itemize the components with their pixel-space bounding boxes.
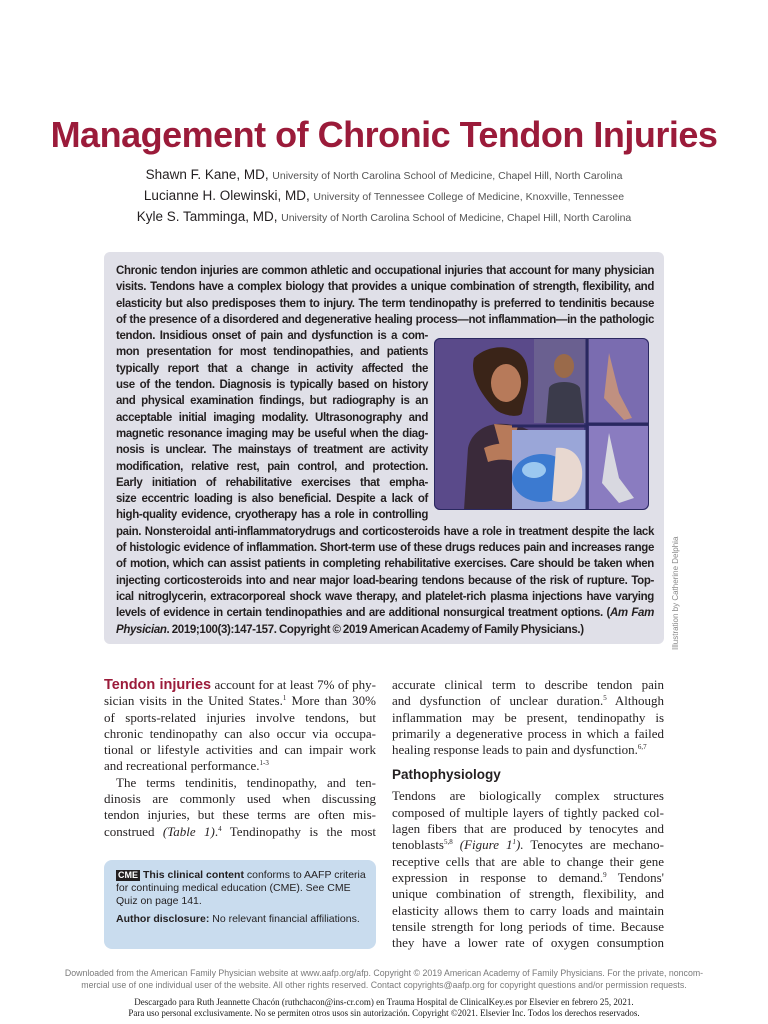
body-line: tional or lifestyle activities and can impair work <box>104 742 376 758</box>
abstract-line: high-quality evidence, cryotherapy has a role in controlling <box>116 509 428 522</box>
lead-in: Tendon injuries <box>104 677 212 693</box>
journal-name: Physician <box>116 623 167 636</box>
footer-line: Descargado para Ruth Jeannette Chacón (ruthchacon@ins-cr.com) en Trauma Hospital de ClinicalKey.es por Elsevier en febrero 25, 2021. <box>134 997 634 1007</box>
cme-tag: CME <box>118 870 138 880</box>
author-affiliation: University of Tennessee College of Medicine, Knoxville, Tennessee <box>313 191 625 203</box>
body-line: accurate clinical term to describe tendon pain <box>392 677 664 692</box>
reference-superscript: 5,8 <box>444 838 453 847</box>
body-text: Although <box>606 693 664 709</box>
body-line <box>392 837 664 853</box>
cme-box <box>104 860 376 949</box>
body-text: expression in response to demand. <box>392 869 604 885</box>
abstract-line: Early initiation of rehabilitative exercises that empha- <box>116 476 428 489</box>
footer-line: Downloaded from the American Family Physician website at www.aafp.org/afp. Copyright © 2019 American Academy of Family Physicians. For the private, noncom- <box>64 968 704 978</box>
abstract-line: and physical examination findings, but radiography is an <box>116 395 428 408</box>
abstract-line: magnetic resonance imaging may be useful when the diag- <box>116 427 428 440</box>
abstract-line: modification, relative rest, pain control, and protection. <box>116 460 428 473</box>
abstract-line: injecting corticosteroids into and near major load-bearing tendons because of the risk of rupture. Top- <box>116 574 654 587</box>
footer-line: Para uso personal exclusivamente. No se permiten otros usos sin autorización. Copyright ©2021. Elsevier Inc. Todos los derechos reservados. <box>128 1008 640 1018</box>
reference-superscript: 5 <box>603 694 607 703</box>
body-text: . <box>214 823 219 839</box>
abstract-line: size eccentric loading is also beneficial. Despite a lack of <box>116 493 428 506</box>
illustration-graphic <box>434 338 649 510</box>
tendon-injury-illustration <box>434 338 649 510</box>
body-text: construed <box>104 823 163 839</box>
abstract-line: nosis is unclear. The mainstays of treatment are activity <box>116 444 428 457</box>
cme-content <box>116 869 368 926</box>
author-list <box>0 164 768 227</box>
cme-bold-text: This clinical content <box>143 869 244 881</box>
abstract-line: pain. Nonsteroidal anti-inflammatorydrugs and corticosteroids have a role in treatment despite the lack <box>116 525 654 538</box>
abstract-line: of the presence of a disordered and degenerative healing process—not inflammation—in the pathologic <box>116 313 654 326</box>
body-line: they have a lower rate of oxygen consumption <box>392 935 664 951</box>
disclosure-text: No relevant financial affiliations. <box>209 912 360 925</box>
body-line: tensile strength for long periods of time. Because <box>392 918 664 934</box>
cme-statement <box>116 869 368 909</box>
abstract-line: mon presentation for most tendinopathies, and patients <box>116 346 428 359</box>
abstract-line: typically report that a change in activity affected the <box>116 362 428 375</box>
illustration-credit <box>671 520 683 650</box>
figure-reference-text: (Figure 1 <box>452 837 513 853</box>
table-reference[interactable]: (Table 1) <box>162 823 215 839</box>
download-notice <box>0 997 768 1019</box>
body-text: Tendinopathy is the most <box>221 823 377 839</box>
author-affiliation: University of North Carolina School of Medicine, Chapel Hill, North Carolina <box>281 212 632 224</box>
figure-reference-text: ). <box>516 837 524 853</box>
body-line: lagen fibers that are produced by tenocytes and <box>392 821 664 837</box>
abstract-line: tendon. Insidious onset of pain and dysfunction is a com- <box>116 330 428 343</box>
abstract-line: use of the tendon. Diagnosis is typically based on history <box>116 379 428 392</box>
reference-superscript: 6,7 <box>637 743 647 752</box>
body-line: dinosis are commonly used when discussing <box>104 791 376 807</box>
body-line: primarily a degenerative process in which a failed <box>392 725 664 741</box>
author-name: Shawn F. Kane, MD, <box>145 167 269 182</box>
reference-superscript: 9 <box>603 870 607 879</box>
abstract-line: acceptable initial imaging modality. Ultrasonography and <box>116 411 428 424</box>
cme-text: conforms to AAFP criteria for continuing medical education (CME). See CME Quiz on page 141. <box>116 869 366 908</box>
body-text: More than 30% <box>286 693 376 709</box>
body-line: of sports-related injuries involve tendons, but <box>104 709 376 725</box>
body-line: composed of multiple layers of tightly packed col- <box>392 804 664 820</box>
body-line: The terms tendinitis, tendinopathy, and ten- <box>116 774 376 790</box>
author-name: Kyle S. Tamminga, MD, <box>136 209 278 224</box>
citation-text: . 2019;100(3):147-157. Copyright © 2019 American Academy of Family Physicians.) <box>166 623 584 636</box>
body-text: and recreational performance. <box>104 758 260 774</box>
body-text: Tenocytes are mechano- <box>523 837 665 853</box>
author-line <box>0 164 768 185</box>
reference-superscript: 1-3 <box>259 759 269 768</box>
abstract-box <box>104 252 664 644</box>
body-text: account for at least 7% of phy- <box>211 677 376 692</box>
abstract-line: ical nitroglycerin, extracorporeal shock wave therapy, and platelet-rich plasma injections have varying <box>116 590 654 603</box>
section-heading: Pathophysiology <box>392 767 501 783</box>
author-line <box>0 185 768 206</box>
body-line: tendon injuries, but these terms are often mis- <box>104 807 376 823</box>
body-text: sician visits in the United States. <box>104 693 283 709</box>
author-disclosure <box>116 913 368 926</box>
body-line: chronic tendinopathy can also occur via occupa- <box>104 725 376 741</box>
footer-line: mercial use of one individual user of the website. All other rights reserved. Contact copyrights@aafp.org for copyright questions and/or permission requests. <box>81 979 687 990</box>
body-line <box>104 693 376 709</box>
body-line: elasticity allows them to carry loads and maintain <box>392 902 664 918</box>
reference-superscript: 4 <box>218 824 222 833</box>
left-column <box>104 677 376 840</box>
body-text: tenoblasts <box>392 837 444 853</box>
body-line <box>392 870 664 886</box>
body-line <box>104 677 376 693</box>
abstract-text-segment: levels of evidence in certain tendinopathies and are additional nonsurgical treatment options. ( <box>116 607 610 620</box>
abstract-line <box>116 622 654 638</box>
author-affiliation: University of North Carolina School of Medicine, Chapel Hill, North Carolina <box>272 170 623 182</box>
body-line: Tendons are biologically complex structures <box>392 788 664 804</box>
disclosure-label: Author disclosure: <box>116 912 210 925</box>
body-line <box>392 742 664 758</box>
body-text: healing response leads to pain and dysfunction. <box>392 742 638 758</box>
body-line: inflammation may be present, tendinopathy is <box>392 709 664 725</box>
abstract-line <box>116 605 654 621</box>
abstract-line: of histologic evidence of inflammation. Short-term use of these drugs reduces pain and increases range <box>116 542 654 555</box>
reference-superscript: 1 <box>512 838 516 847</box>
figure-reference[interactable] <box>453 837 524 852</box>
right-column <box>392 677 664 951</box>
body-line: unique combination of strength, flexibility, and <box>392 886 664 902</box>
abstract-line: elasticity but also predisposes them to injury. The term tendinopathy is preferred to tendinitis because <box>116 297 654 310</box>
body-text: and dysfunction of unclear duration. <box>392 693 604 709</box>
illustration-credit-text: Illustration by Catherine Delphia <box>671 536 680 650</box>
body-text: Tendons' <box>606 869 664 885</box>
body-line: receptive cells that are able to change their gene <box>392 853 664 869</box>
abstract-line: visits. Tendons have a complex biology that provides a unique combination of strength, flexibility, and <box>116 281 654 294</box>
article-title: Management of Chronic Tendon Injuries <box>50 114 718 155</box>
body-line <box>104 824 376 840</box>
body-line <box>392 693 664 709</box>
body-line <box>104 758 376 774</box>
abstract-line: Chronic tendon injuries are common athletic and occupational injuries that account for many physician <box>116 265 654 277</box>
copyright-footer <box>0 968 768 991</box>
author-name: Lucianne H. Olewinski, MD, <box>143 188 310 203</box>
abstract-line: of motion, which can assist patients in completing rehabilitative exercises. Care should be taken when <box>116 558 654 571</box>
reference-superscript: 1 <box>282 694 287 703</box>
journal-name: Am Fam <box>609 607 654 620</box>
author-line <box>0 206 768 227</box>
